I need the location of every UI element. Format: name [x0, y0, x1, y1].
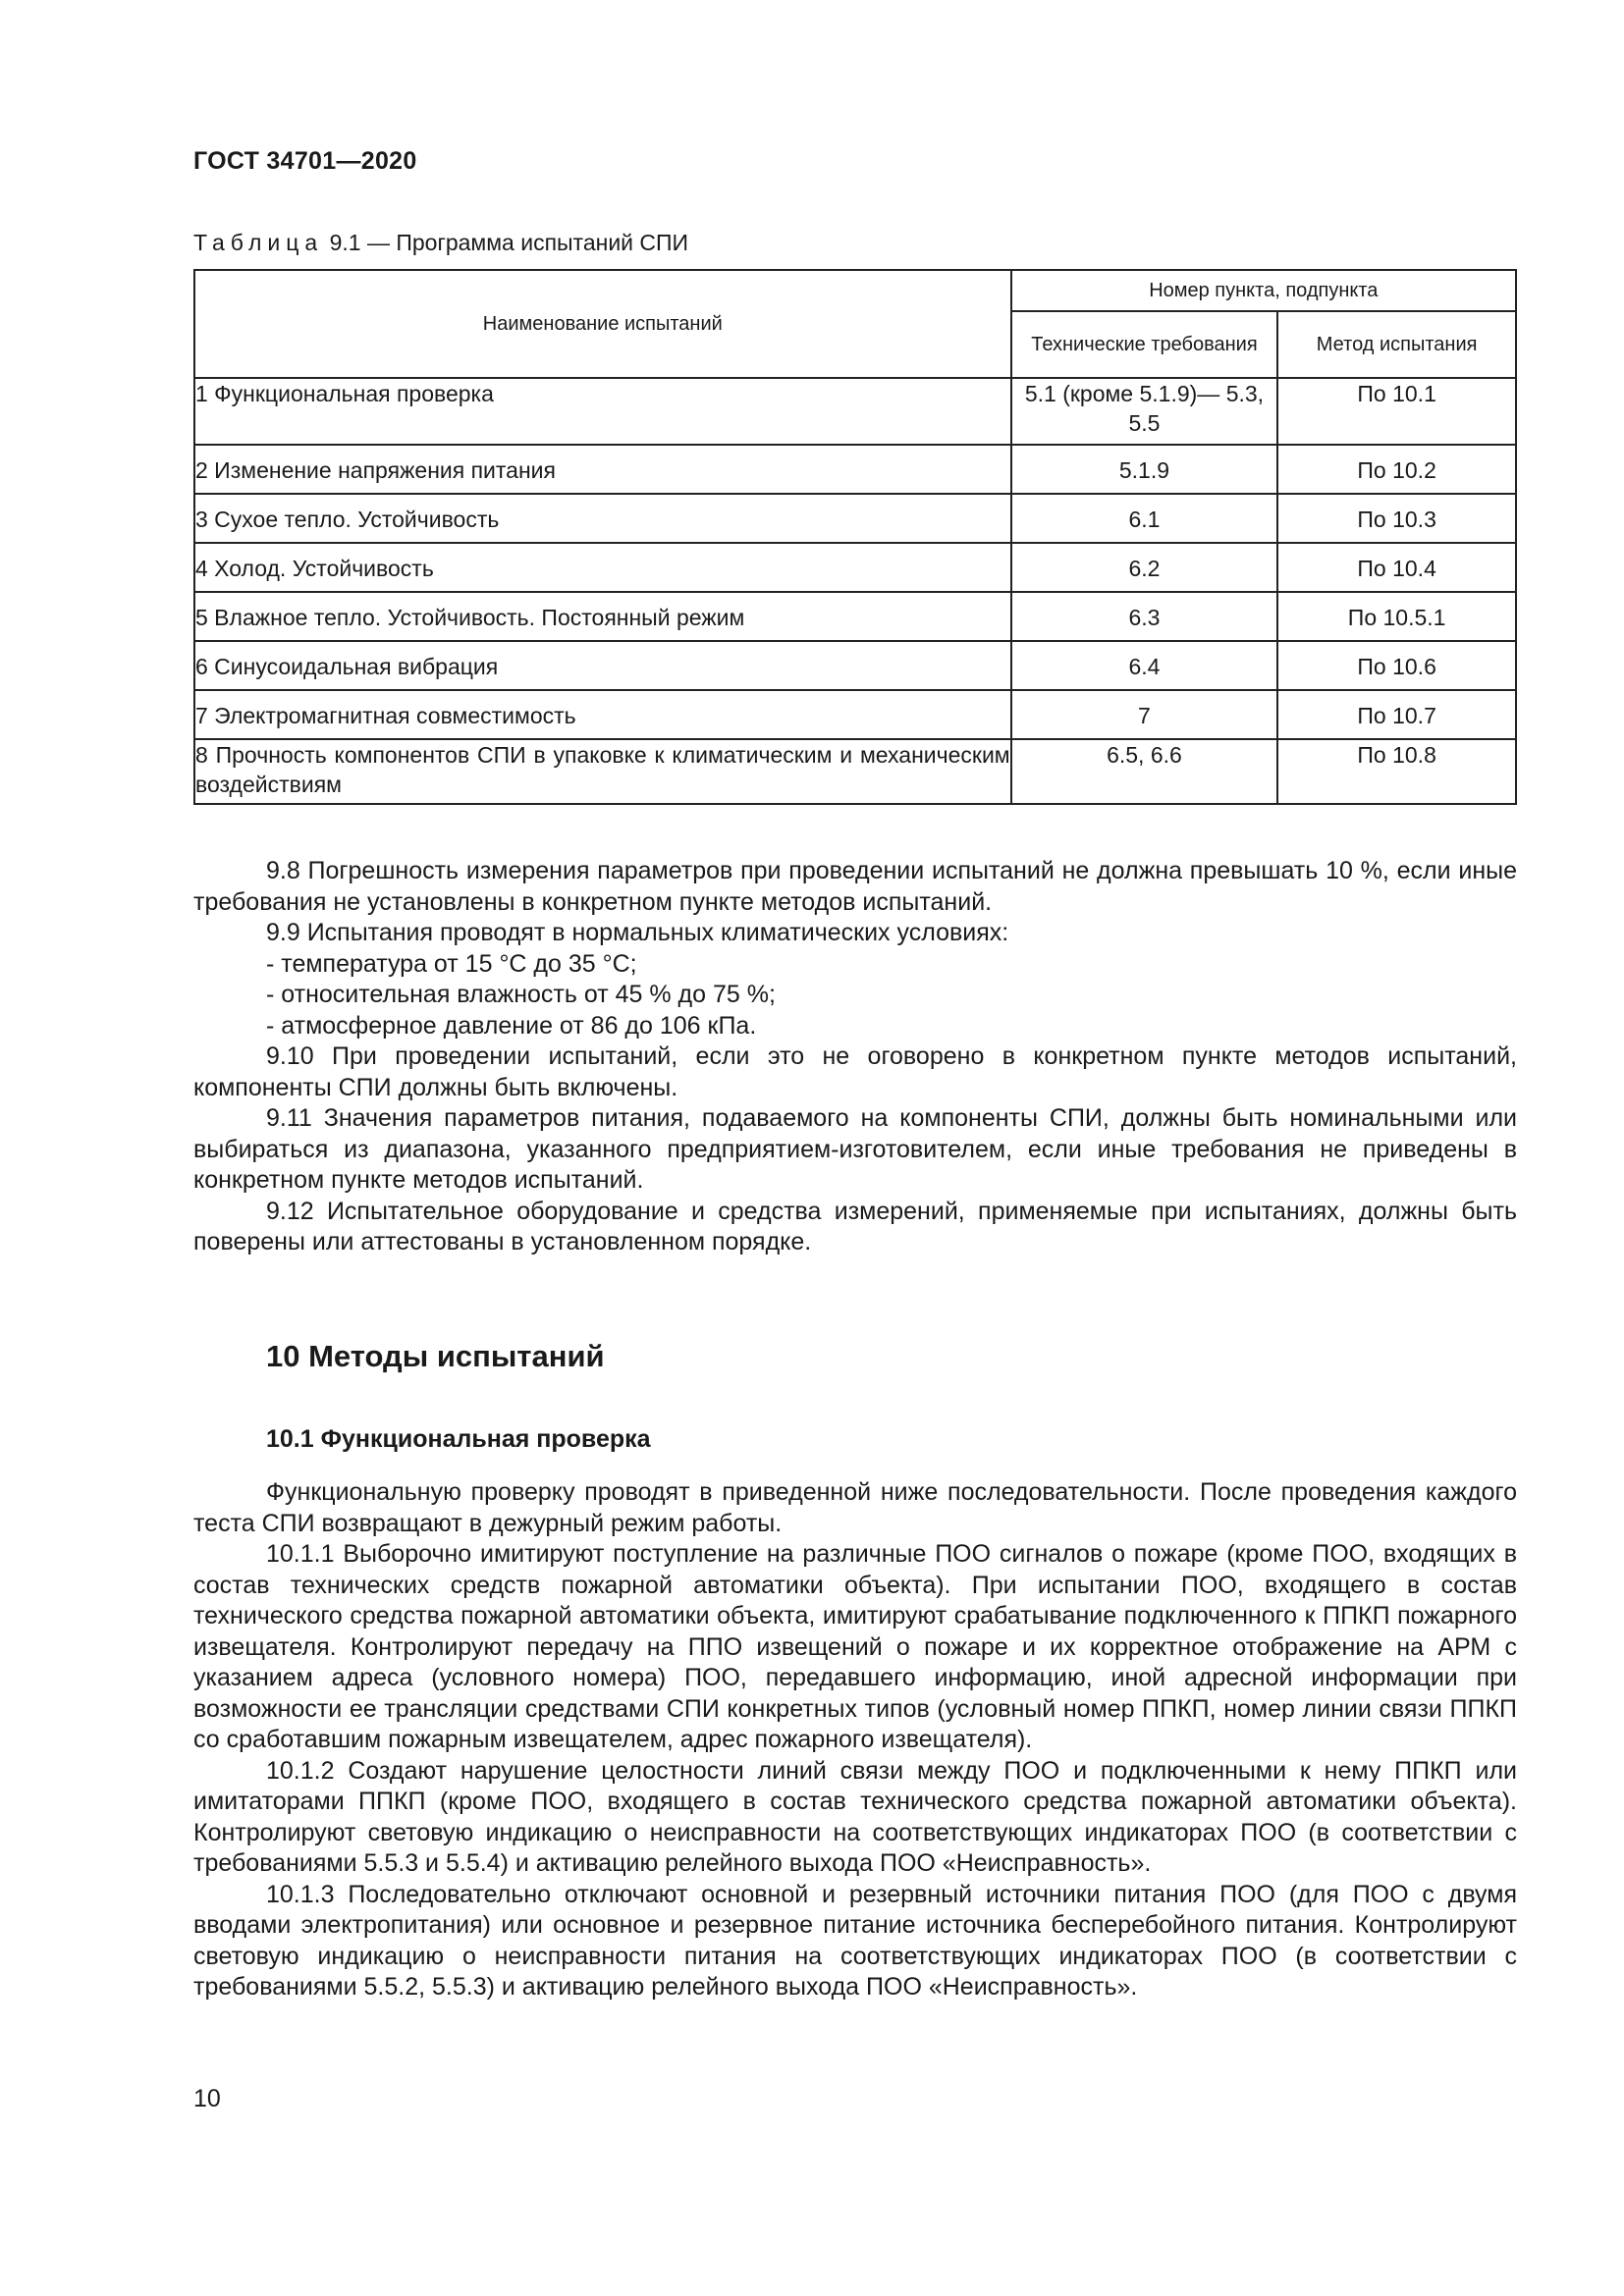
cell-test-name: 5 Влажное тепло. Устойчивость. Постоянный режим: [194, 592, 1011, 641]
test-methods-text: [193, 1477, 1517, 2003]
cell-tech-requirements: 6.1: [1011, 494, 1278, 543]
page-number: 10: [193, 2085, 221, 2112]
table-row: [194, 739, 1516, 804]
table-row: [194, 494, 1516, 543]
table-row: [194, 690, 1516, 739]
paragraph-10-1-2: 10.1.2 Создают нарушение целостности линий связи между ПОО и подключенными к нему ППКП или имитаторами ППКП (кроме ПОО, входящего в состав технического средства пожарной автоматики объекта). Контролируют световую индикацию о неисправности на соответствующих индикаторах ПОО (в соответствии с требованиями 5.5.3 и 5.5.4) и активацию релейного выхода ПОО «Неисправность».: [193, 1756, 1517, 1877]
cell-test-name: 4 Холод. Устойчивость: [194, 543, 1011, 592]
cell-tech-requirements: 7: [1011, 690, 1278, 739]
cell-test-name: 7 Электромагнитная совместимость: [194, 690, 1011, 739]
table-caption: [193, 230, 688, 256]
paragraph-9-12: 9.12 Испытательное оборудование и средства измерений, применяемые при испытаниях, должны быть поверены или аттестованы в установленном порядке.: [193, 1197, 1517, 1255]
cell-test-name: 3 Сухое тепло. Устойчивость: [194, 494, 1011, 543]
list-item: - атмосферное давление от 86 до 106 кПа.: [266, 1011, 757, 1040]
general-provisions-text: [193, 856, 1517, 1258]
cell-test-method: По 10.7: [1277, 690, 1516, 739]
paragraph-9-11: 9.11 Значения параметров питания, подаваемого на компоненты СПИ, должны быть номинальными или выбираться из диапазона, указанного предприятием-изготовителем, если иные требования не приведены в конкретном пункте методов испытаний.: [193, 1104, 1517, 1194]
header-tech-requirements: Технические требования: [1011, 311, 1278, 378]
subsection-heading: 10.1 Функциональная проверка: [266, 1425, 651, 1453]
list-item: - относительная влажность от 45 % до 75 %;: [266, 981, 776, 1008]
paragraph-9-8: 9.8 Погрешность измерения параметров при проведении испытаний не должна превышать 10 %, если иные требования не установлены в конкретном пункте методов испытаний.: [193, 857, 1517, 916]
paragraph-10-1-3: 10.1.3 Последовательно отключают основной и резервный источники питания ПОО (для ПОО с двумя вводами электропитания) или основное и резервное питание источника бесперебойного питания. Контролируют световую индикацию о неисправности питания на соответствующих индикаторах ПОО (в соответствии с требованиями 5.5.2, 5.5.3) и активацию релейного выхода ПОО «Неисправность».: [193, 1880, 1517, 2001]
paragraph-9-10: 9.10 При проведении испытаний, если это не оговорено в конкретном пункте методов испытаний, компоненты СПИ должны быть включены.: [193, 1042, 1517, 1101]
header-test-name: Наименование испытаний: [194, 270, 1011, 378]
table-caption-title: 9.1 — Программа испытаний СПИ: [323, 230, 689, 255]
document-code: ГОСТ 34701—2020: [193, 147, 417, 175]
cell-test-name: 8 Прочность компонентов СПИ в упаковке к климатическим и механическим воздействиям: [194, 739, 1011, 804]
table-row: [194, 592, 1516, 641]
table-row: [194, 543, 1516, 592]
cell-test-method: По 10.3: [1277, 494, 1516, 543]
list-item: - температура от 15 °С до 35 °С;: [266, 949, 637, 978]
cell-tech-requirements: 6.5, 6.6: [1011, 739, 1278, 804]
section-heading: 10 Методы испытаний: [266, 1339, 605, 1373]
test-program-table: [193, 269, 1517, 805]
cell-test-method: По 10.6: [1277, 641, 1516, 690]
cell-test-method: По 10.1: [1277, 378, 1516, 445]
table-caption-prefix: Таблица: [193, 230, 324, 255]
paragraph-10-1-1: 10.1.1 Выборочно имитируют поступление на различные ПОО сигналов о пожаре (кроме ПОО, входящих в состав технических средств пожарной автоматики объекта). При испытании ПОО, входящего в состав технического средства пожарной автоматики объекта, имитируют срабатывание подключенного к ППКП пожарного извещателя. Контролируют передачу на ППО извещений о пожаре и их корректное отображение на АРМ с указанием адреса (условного номера) ПОО, передавшего информацию, иной адресной информации при возможности ее трансляции средствами СПИ конкретных типов (условный номер ППКП, номер линии связи ППКП со сработавшим пожарным извещателем, адрес пожарного извещателя).: [193, 1540, 1517, 1753]
cell-test-name: 6 Синусоидальная вибрация: [194, 641, 1011, 690]
cell-tech-requirements: 5.1.9: [1011, 445, 1278, 494]
cell-test-name: 1 Функциональная проверка: [194, 378, 1011, 445]
cell-test-method: По 10.4: [1277, 543, 1516, 592]
cell-tech-requirements: 5.1 (кроме 5.1.9)— 5.3, 5.5: [1011, 378, 1278, 445]
cell-test-method: По 10.5.1: [1277, 592, 1516, 641]
cell-test-name: 2 Изменение напряжения питания: [194, 445, 1011, 494]
table-row: [194, 445, 1516, 494]
paragraph-10-1-intro: Функциональную проверку проводят в приведенной ниже последовательности. После проведения каждого теста СПИ возвращают в дежурный режим работы.: [193, 1478, 1517, 1537]
table-row: [194, 641, 1516, 690]
cell-tech-requirements: 6.3: [1011, 592, 1278, 641]
header-test-method: Метод испытания: [1277, 311, 1516, 378]
cell-test-method: По 10.8: [1277, 739, 1516, 804]
cell-tech-requirements: 6.2: [1011, 543, 1278, 592]
table-row: [194, 378, 1516, 445]
paragraph-9-9: 9.9 Испытания проводят в нормальных климатических условиях:: [266, 919, 1009, 946]
header-clause-number: Номер пункта, подпункта: [1011, 270, 1516, 311]
cell-test-method: По 10.2: [1277, 445, 1516, 494]
cell-tech-requirements: 6.4: [1011, 641, 1278, 690]
